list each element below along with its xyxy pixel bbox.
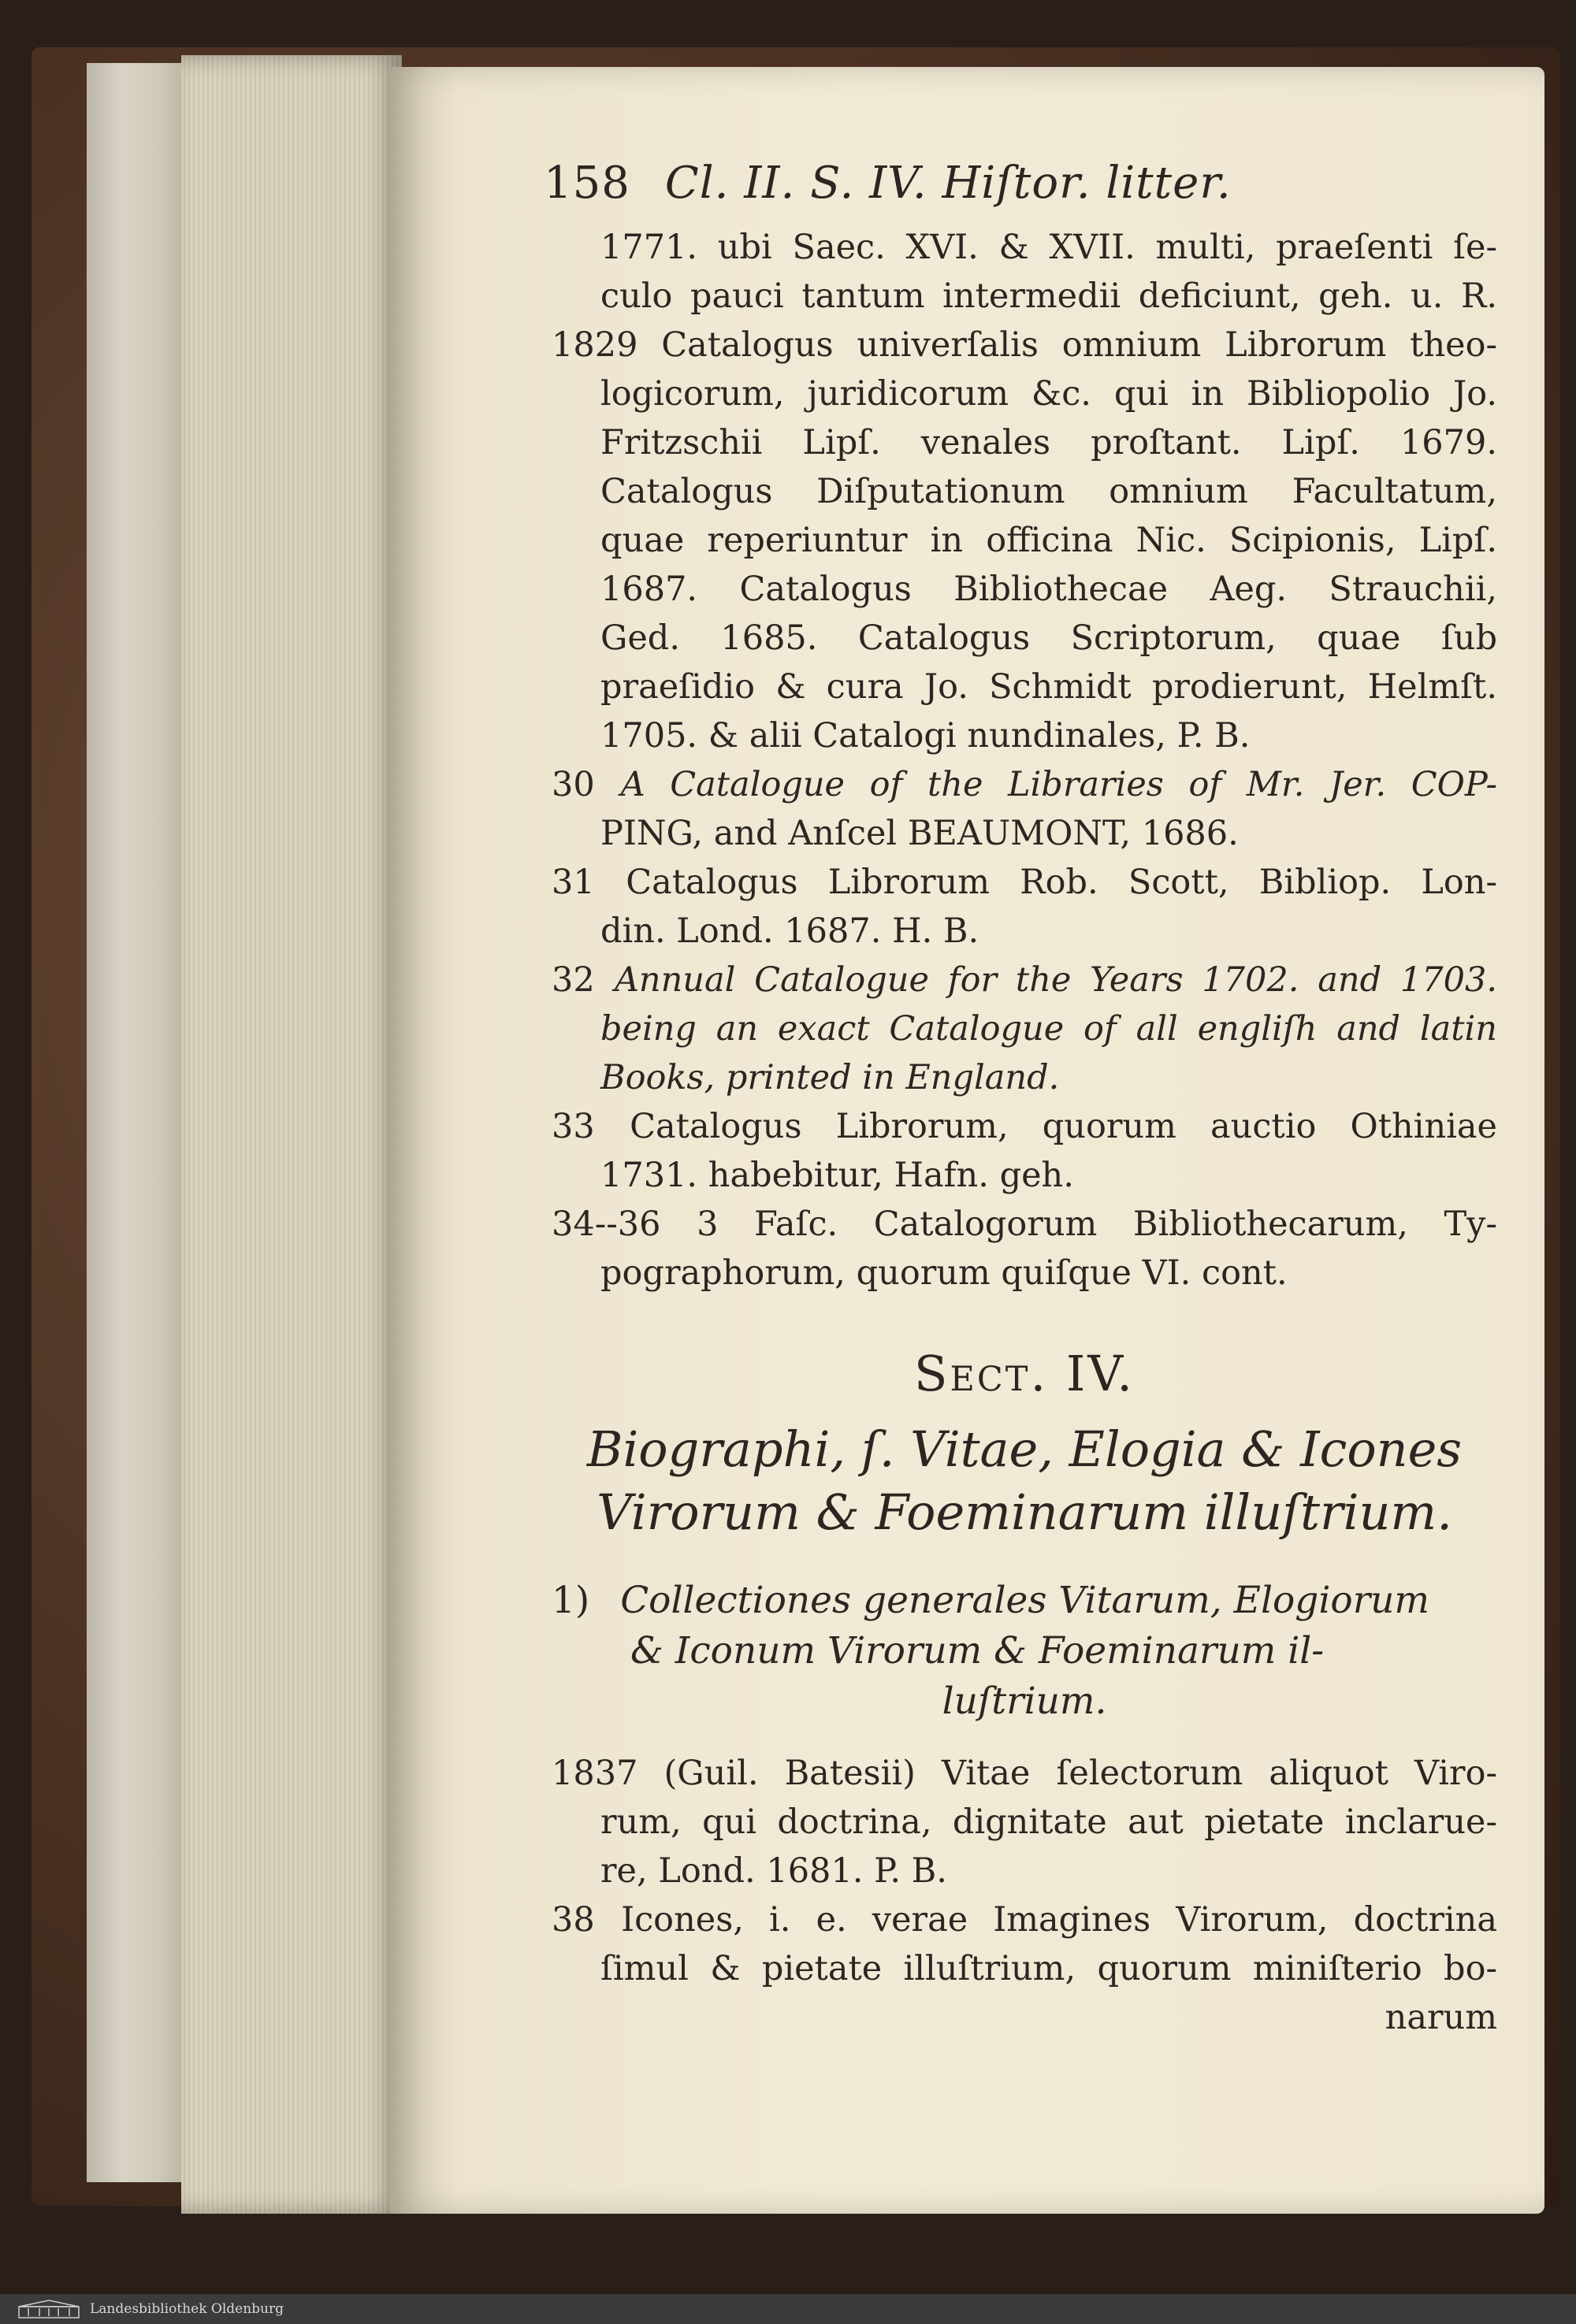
text-line: Annual Catalogue for the Years 1702. and 1703. — [614, 960, 1498, 1000]
entry-31 — [552, 858, 1497, 956]
text-line: PING, and Anſcel BEAUMONT, 1686. — [600, 814, 1239, 853]
entry-38 — [552, 1895, 1497, 2042]
entry-1829 — [552, 321, 1497, 760]
text-line: Catalogus Diſputationum omnium Facultatum, — [600, 472, 1497, 511]
text-line: Icones, i. e. verae Imagines Virorum, doctrina — [621, 1900, 1497, 1940]
entry-32 — [552, 956, 1497, 1102]
text-line: A Catalogue of the Libraries of Mr. Jer. COP- — [620, 765, 1497, 804]
running-header — [544, 158, 1497, 209]
entry-30 — [552, 760, 1497, 858]
text-line: 3 Faſc. Catalogorum Bibliothecarum, Ty- — [697, 1205, 1497, 1244]
running-title: Cl. II. S. IV. Hiſtor. litter. — [664, 158, 1232, 209]
section-subtitle: Biographi, ſ. Vitae, Elogia & Icones — [586, 1420, 1463, 1478]
collection-line: luſtrium. — [942, 1680, 1107, 1723]
text-line: Catalogus univerſalis omnium Librorum theo- — [661, 325, 1497, 365]
collection-index: 1) — [552, 1579, 590, 1622]
collection-line: Collectiones generales Vitarum, Elogiorum — [620, 1579, 1429, 1622]
library-name: Landesbibliothek Oldenburg — [90, 2301, 284, 2317]
page-edges — [87, 63, 189, 2182]
text-line: Books, printed in England. — [600, 1058, 1060, 1097]
section-heading: Sect. IV. — [914, 1345, 1135, 1402]
text-line: pographorum, quorum quiſque VI. cont. — [600, 1253, 1288, 1293]
text-line: quae reperiuntur in officina Nic. Scipionis, Lipſ. — [600, 521, 1497, 560]
text-line: 1687. Catalogus Bibliothecae Aeg. Strauchii, — [600, 570, 1497, 609]
text-line: culo pauci tantum intermedii deficiunt, geh. u. R. — [600, 277, 1497, 316]
entry-number: 1829 — [552, 325, 638, 365]
entry-number: 33 — [552, 1107, 595, 1146]
text-line: ſimul & pietate illuſtrium, quorum miniſterio bo- — [600, 1949, 1497, 1988]
section-subtitle: Virorum & Foeminarum illuſtrium. — [597, 1483, 1452, 1541]
entry-number: 38 — [552, 1900, 595, 1940]
collection-heading — [552, 1576, 1497, 1727]
catchword: narum — [1385, 1998, 1497, 2037]
text-line: Catalogus Librorum, quorum auctio Othiniae — [630, 1107, 1497, 1146]
entry-number: 1837 — [552, 1754, 638, 1793]
text-line: din. Lond. 1687. H. B. — [600, 911, 979, 951]
collection-line: & Iconum Virorum & Foeminarum il- — [630, 1629, 1325, 1672]
entry-number: 32 — [552, 960, 595, 1000]
text-line: re, Lond. 1681. P. B. — [600, 1851, 947, 1891]
library-logo-icon — [17, 2299, 80, 2319]
text-line: 1731. habebitur, Hafn. geh. — [600, 1156, 1074, 1195]
text-line: (Guil. Batesii) Vitae ſelectorum aliquot Viro- — [663, 1754, 1497, 1793]
entry-33 — [552, 1102, 1497, 1200]
footer-bar — [0, 2294, 1576, 2324]
text-line: praeſidio & cura Jo. Schmidt prodierunt, Helmſt. — [600, 667, 1497, 707]
page-text — [544, 158, 1498, 2042]
text-line: logicorum, juridicorum &c. qui in Bibliopolio Jo. — [600, 374, 1497, 414]
text-line: Ged. 1685. Catalogus Scriptorum, quae ſub — [600, 618, 1497, 658]
entry-number: 31 — [552, 863, 595, 902]
text-line: being an exact Catalogue of all engliſh and latin — [600, 1009, 1497, 1049]
text-line: rum, qui doctrina, dignitate aut pietate inclarue- — [600, 1802, 1497, 1842]
text-line: 1771. ubi Saec. XVI. & XVII. multi, praeſenti ſe- — [600, 228, 1497, 267]
entry-34-36 — [552, 1200, 1497, 1298]
text-line: Fritzschii Lipſ. venales proſtant. Lipſ. 1679. — [600, 423, 1497, 462]
text-line: 1705. & alii Catalogi nundinales, P. B. — [600, 716, 1251, 755]
page-stack — [181, 55, 402, 2214]
page-number: 158 — [544, 158, 630, 209]
text-line: Catalogus Librorum Rob. Scott, Bibliop. Lon- — [626, 863, 1497, 902]
entry-1837 — [552, 1749, 1497, 1895]
entry-number: 34--36 — [552, 1205, 661, 1244]
entry-number: 30 — [552, 765, 595, 804]
